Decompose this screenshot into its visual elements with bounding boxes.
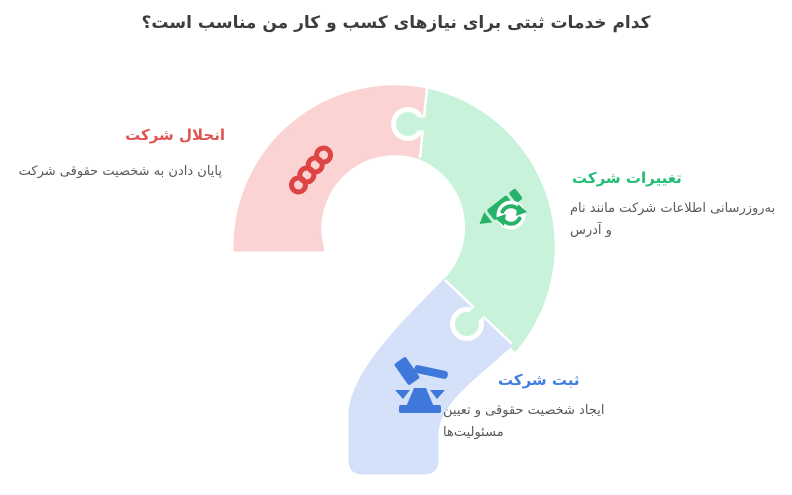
changes-description: به‌روزرسانی اطلاعات شرکت مانند نام و آدرس [570,201,776,238]
registration-description: ایجاد شخصیت حقوقی و تعیین مسئولیت‌ها [443,403,605,440]
dissolution-description: پایان دادن به شخصیت حقوقی شرکت [18,164,222,179]
registration-label: ثبت شرکت [498,371,580,389]
dissolution-label: انحلال شرکت [125,126,225,144]
page-title: کدام خدمات ثبتی برای نیازهای کسب و کار من مناسب است؟ [141,13,651,33]
changes-label: تغییرات شرکت [572,169,682,187]
